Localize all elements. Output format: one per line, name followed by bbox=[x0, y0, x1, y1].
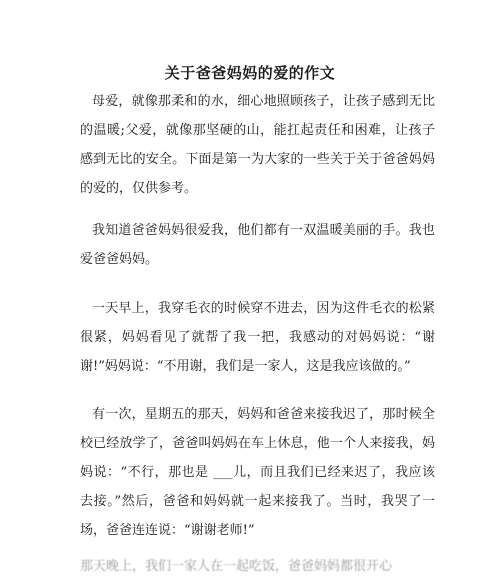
paragraph-hands: 我知道爸爸妈妈很爱我，他们都有一双温暖美丽的手。我也爱爸爸妈妈。 bbox=[80, 223, 435, 267]
paragraph-friday: 有一次，星期五的那天，妈妈和爸爸来接我迟了，那时候全校已经放学了，爸爸叫妈妈在车上休息，他一个人来接我，妈妈说：“不行，那也是 ___儿，而且我们已经来迟了，我应该去接。”然后，爸爸和妈妈就一起来接我了。当时，我哭了一场，爸爸连连说：“谢谢老师!” bbox=[80, 407, 435, 538]
paragraph-intro: 母爱，就像那柔和的水，细心地照顾孩子，让孩子感到无比的温暖;父爱，就像那坚硬的山，能扛起责任和困难，让孩子感到无比的安全。下面是第一为大家的一些关于关于爸爸妈妈的爱的，仅供参考。 bbox=[80, 94, 435, 196]
paragraph-sweater: 一天早上，我穿毛衣的时候穿不进去，因为这件毛衣的松紧很紧，妈妈看见了就帮了我一把，我感动的对妈妈说：“谢谢!”妈妈说：“不用谢，我们是一家人，这是我应该做的。” bbox=[80, 301, 435, 374]
cutoff-text-line: 那天晚上，我们一家人在一起吃饭，爸爸妈妈都很开心 bbox=[80, 559, 393, 574]
document-title: 关于爸爸妈妈的爱的作文 bbox=[164, 64, 336, 82]
